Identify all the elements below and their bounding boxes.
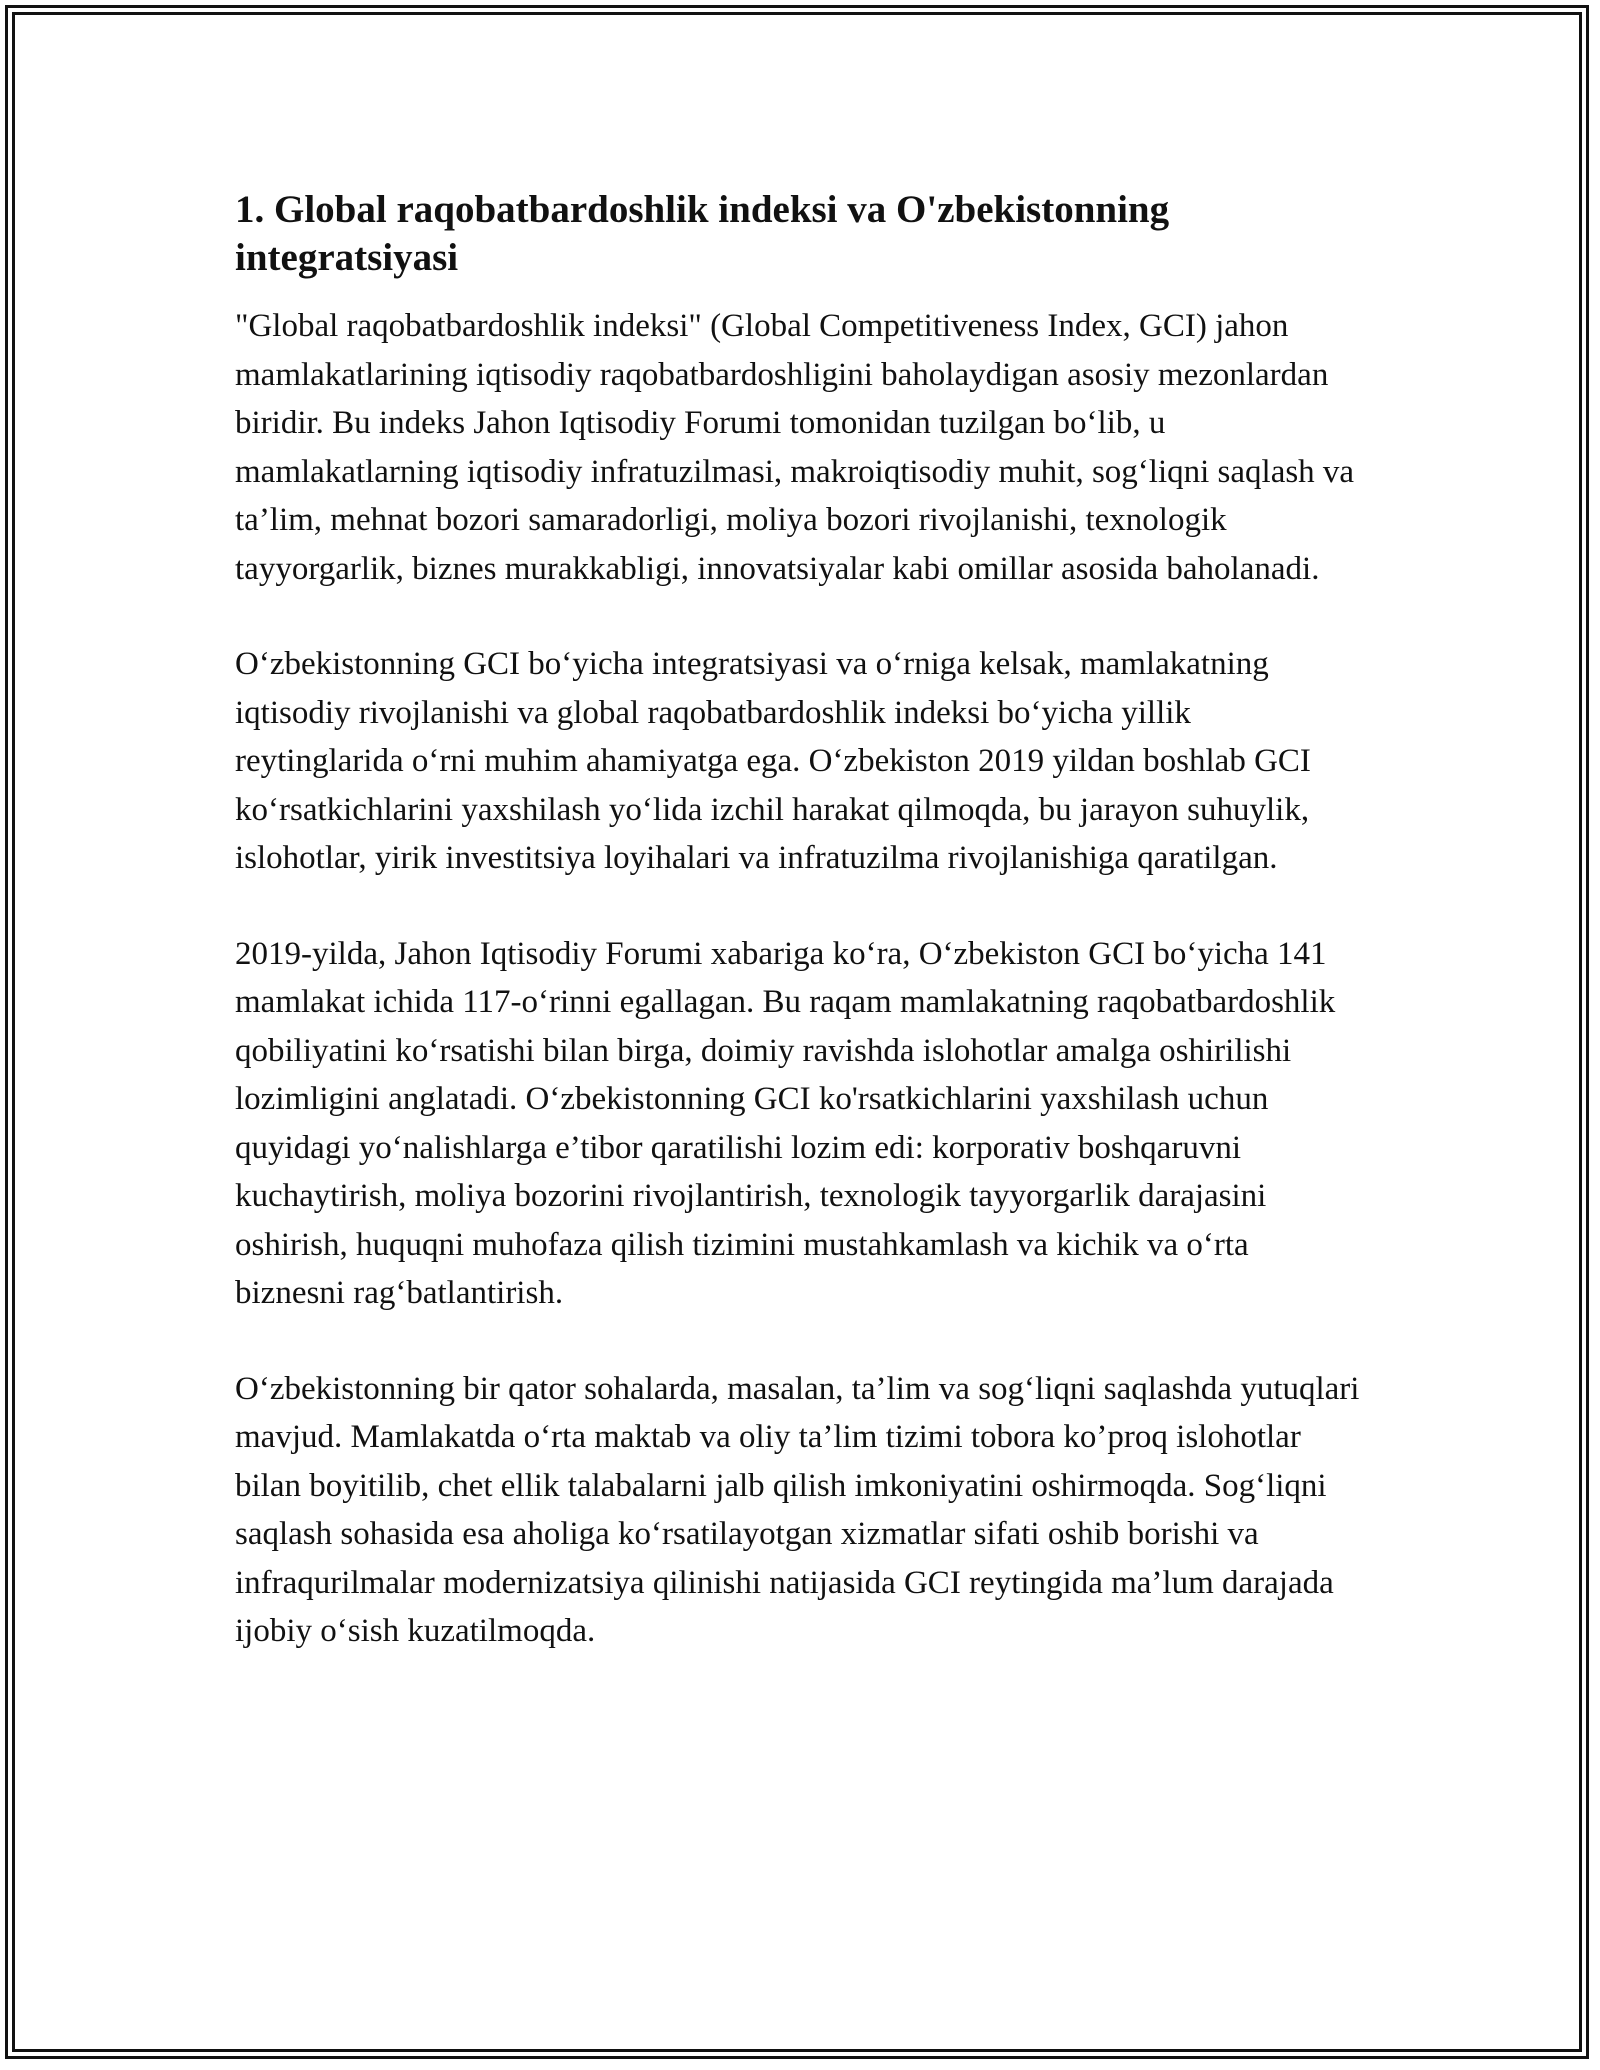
document-body bbox=[235, 186, 1365, 1703]
paragraph-education-health: O‘zbekistonning bir qator sohalarda, masalan, ta’lim va sog‘liqni saqlashda yutuqlari mavjud. Mamlakatda o‘rta maktab va oliy ta’lim tizimi tobora ko’proq islohotlar bilan boyitilib, chet ellik talabalarni jalb qilish imkoniyatini oshirmoqda. Sog‘liqni saqlash sohasida esa aholiga ko‘rsatilayotgan xizmatlar sifati oshib borishi va infraqurilmalar modernizatsiya qilinishi natijasida GCI reytingida ma’lum darajada ijobiy o‘sish kuzatilmoqda. bbox=[235, 1370, 1360, 1649]
paragraph-gci-definition: "Global raqobatbardoshlik indeksi" (Global Competitiveness Index, GCI) jahon mamlakatlarining iqtisodiy raqobatbardoshligini baholaydigan asosiy mezonlardan biridir. Bu indeks Jahon Iqtisodiy Forumi tomonidan tuzilgan bo‘lib, u mamlakatlarning iqtisodiy infratuzilmasi, makroiqtisodiy muhit, sog‘liqni saqlash va ta’lim, mehnat bozori samaradorligi, moliya bozori rivojlanishi, texnologik tayyorgarlik, biznes murakkabligi, innovatsiyalar kabi omillar asosida baholanadi. bbox=[235, 308, 1355, 587]
section-heading: 1. Global raqobatbardoshlik indeksi va O'zbekistonning integratsiyasi bbox=[235, 188, 1170, 279]
paragraph-uzbekistan-integration: O‘zbekistonning GCI bo‘yicha integratsiyasi va o‘rniga kelsak, mamlakatning iqtisodiy rivojlanishi va global raqobatbardoshlik indeksi bo‘yicha yillik reytinglarida o‘rni muhim ahamiyatga ega. O‘zbekiston 2019 yildan boshlab GCI ko‘rsatkichlarini yaxshilash yo‘lida izchil harakat qilmoqda, bu jarayon suhuylik, islohotlar, yirik investitsiya loyihalari va infratuzilma rivojlanishiga qaratilgan. bbox=[235, 646, 1311, 876]
paragraph-2019-ranking: 2019-yilda, Jahon Iqtisodiy Forumi xabariga ko‘ra, O‘zbekiston GCI bo‘yicha 141 mamlakat ichida 117-o‘rinni egallagan. Bu raqam mamlakatning raqobatbardoshlik qobiliyatini ko‘rsatishi bilan birga, doimiy ravishda islohotlar amalga oshirilishi lozimligini anglatadi. O‘zbekistonning GCI ko'rsatkichlarini yaxshilash uchun quyidagi yo‘nalishlarga e’tibor qaratilishi lozim edi: korporativ boshqaruvni kuchaytirish, moliya bozorini rivojlantirish, texnologik tayyorgarlik darajasini oshirish, huquqni muhofaza qilish tizimini mustahkamlash va kichik va o‘rta biznesni rag‘batlantirish. bbox=[235, 935, 1336, 1311]
